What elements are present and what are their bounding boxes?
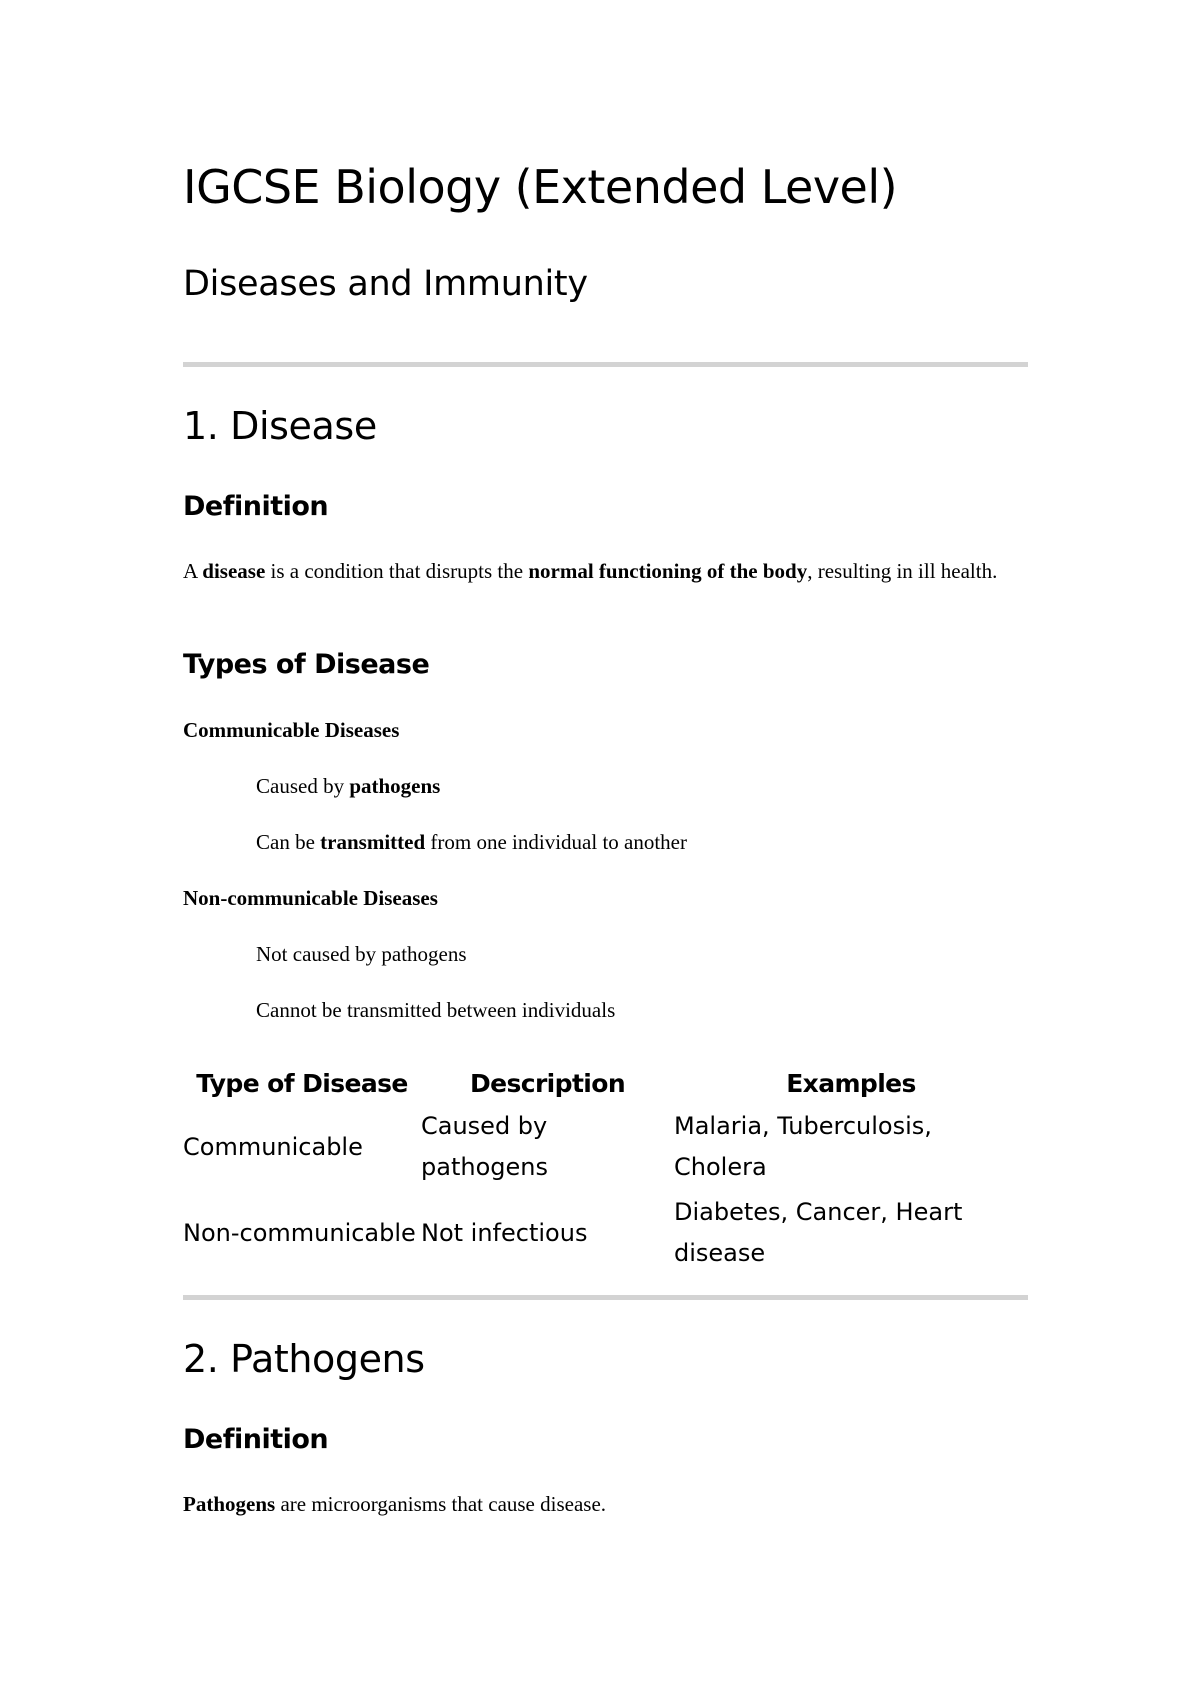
table-header-cell: Description: [469, 1068, 626, 1098]
table-cell: Non-communicable: [183, 1218, 416, 1247]
table-header-cell: Examples: [786, 1068, 916, 1098]
non-communicable-heading: Non-communicable Diseases: [183, 886, 438, 910]
list-item: Not caused by pathogens: [256, 942, 467, 966]
section-heading-pathogens: 2. Pathogens: [183, 1337, 425, 1381]
list-item: Cannot be transmitted between individuals: [256, 998, 616, 1022]
definition-heading: Definition: [183, 491, 329, 522]
types-of-disease-heading: Types of Disease: [183, 649, 430, 680]
horizontal-rule: [183, 1295, 1028, 1300]
table-row: [183, 1104, 1028, 1190]
disease-definition: A disease is a condition that disrupts the normal functioning of the body, resulting in ill health.: [183, 559, 998, 583]
pathogens-definition: Pathogens are microorganisms that cause disease.: [183, 1492, 607, 1516]
communicable-heading: Communicable Diseases: [183, 718, 400, 742]
table-cell: Not infectious: [421, 1218, 588, 1247]
table-header-cell: Type of Disease: [196, 1068, 408, 1098]
table-cell: Malaria, Tuberculosis, Cholera: [674, 1112, 932, 1181]
table-row: [183, 1190, 1028, 1276]
table-cell: Caused by pathogens: [421, 1112, 548, 1181]
horizontal-rule: [183, 362, 1028, 367]
table-header-row: [183, 1062, 1028, 1104]
document-title: IGCSE Biology (Extended Level): [183, 160, 898, 214]
section-heading-disease: 1. Disease: [183, 404, 377, 448]
document-subtitle: Diseases and Immunity: [183, 264, 588, 304]
definition-heading: Definition: [183, 1424, 329, 1455]
list-item: Caused by pathogens: [256, 774, 441, 798]
table-cell: Communicable: [183, 1132, 363, 1161]
table-cell: Diabetes, Cancer, Heart disease: [674, 1198, 963, 1267]
disease-types-table: [183, 1062, 1028, 1276]
list-item: Can be transmitted from one individual to another: [256, 830, 687, 854]
